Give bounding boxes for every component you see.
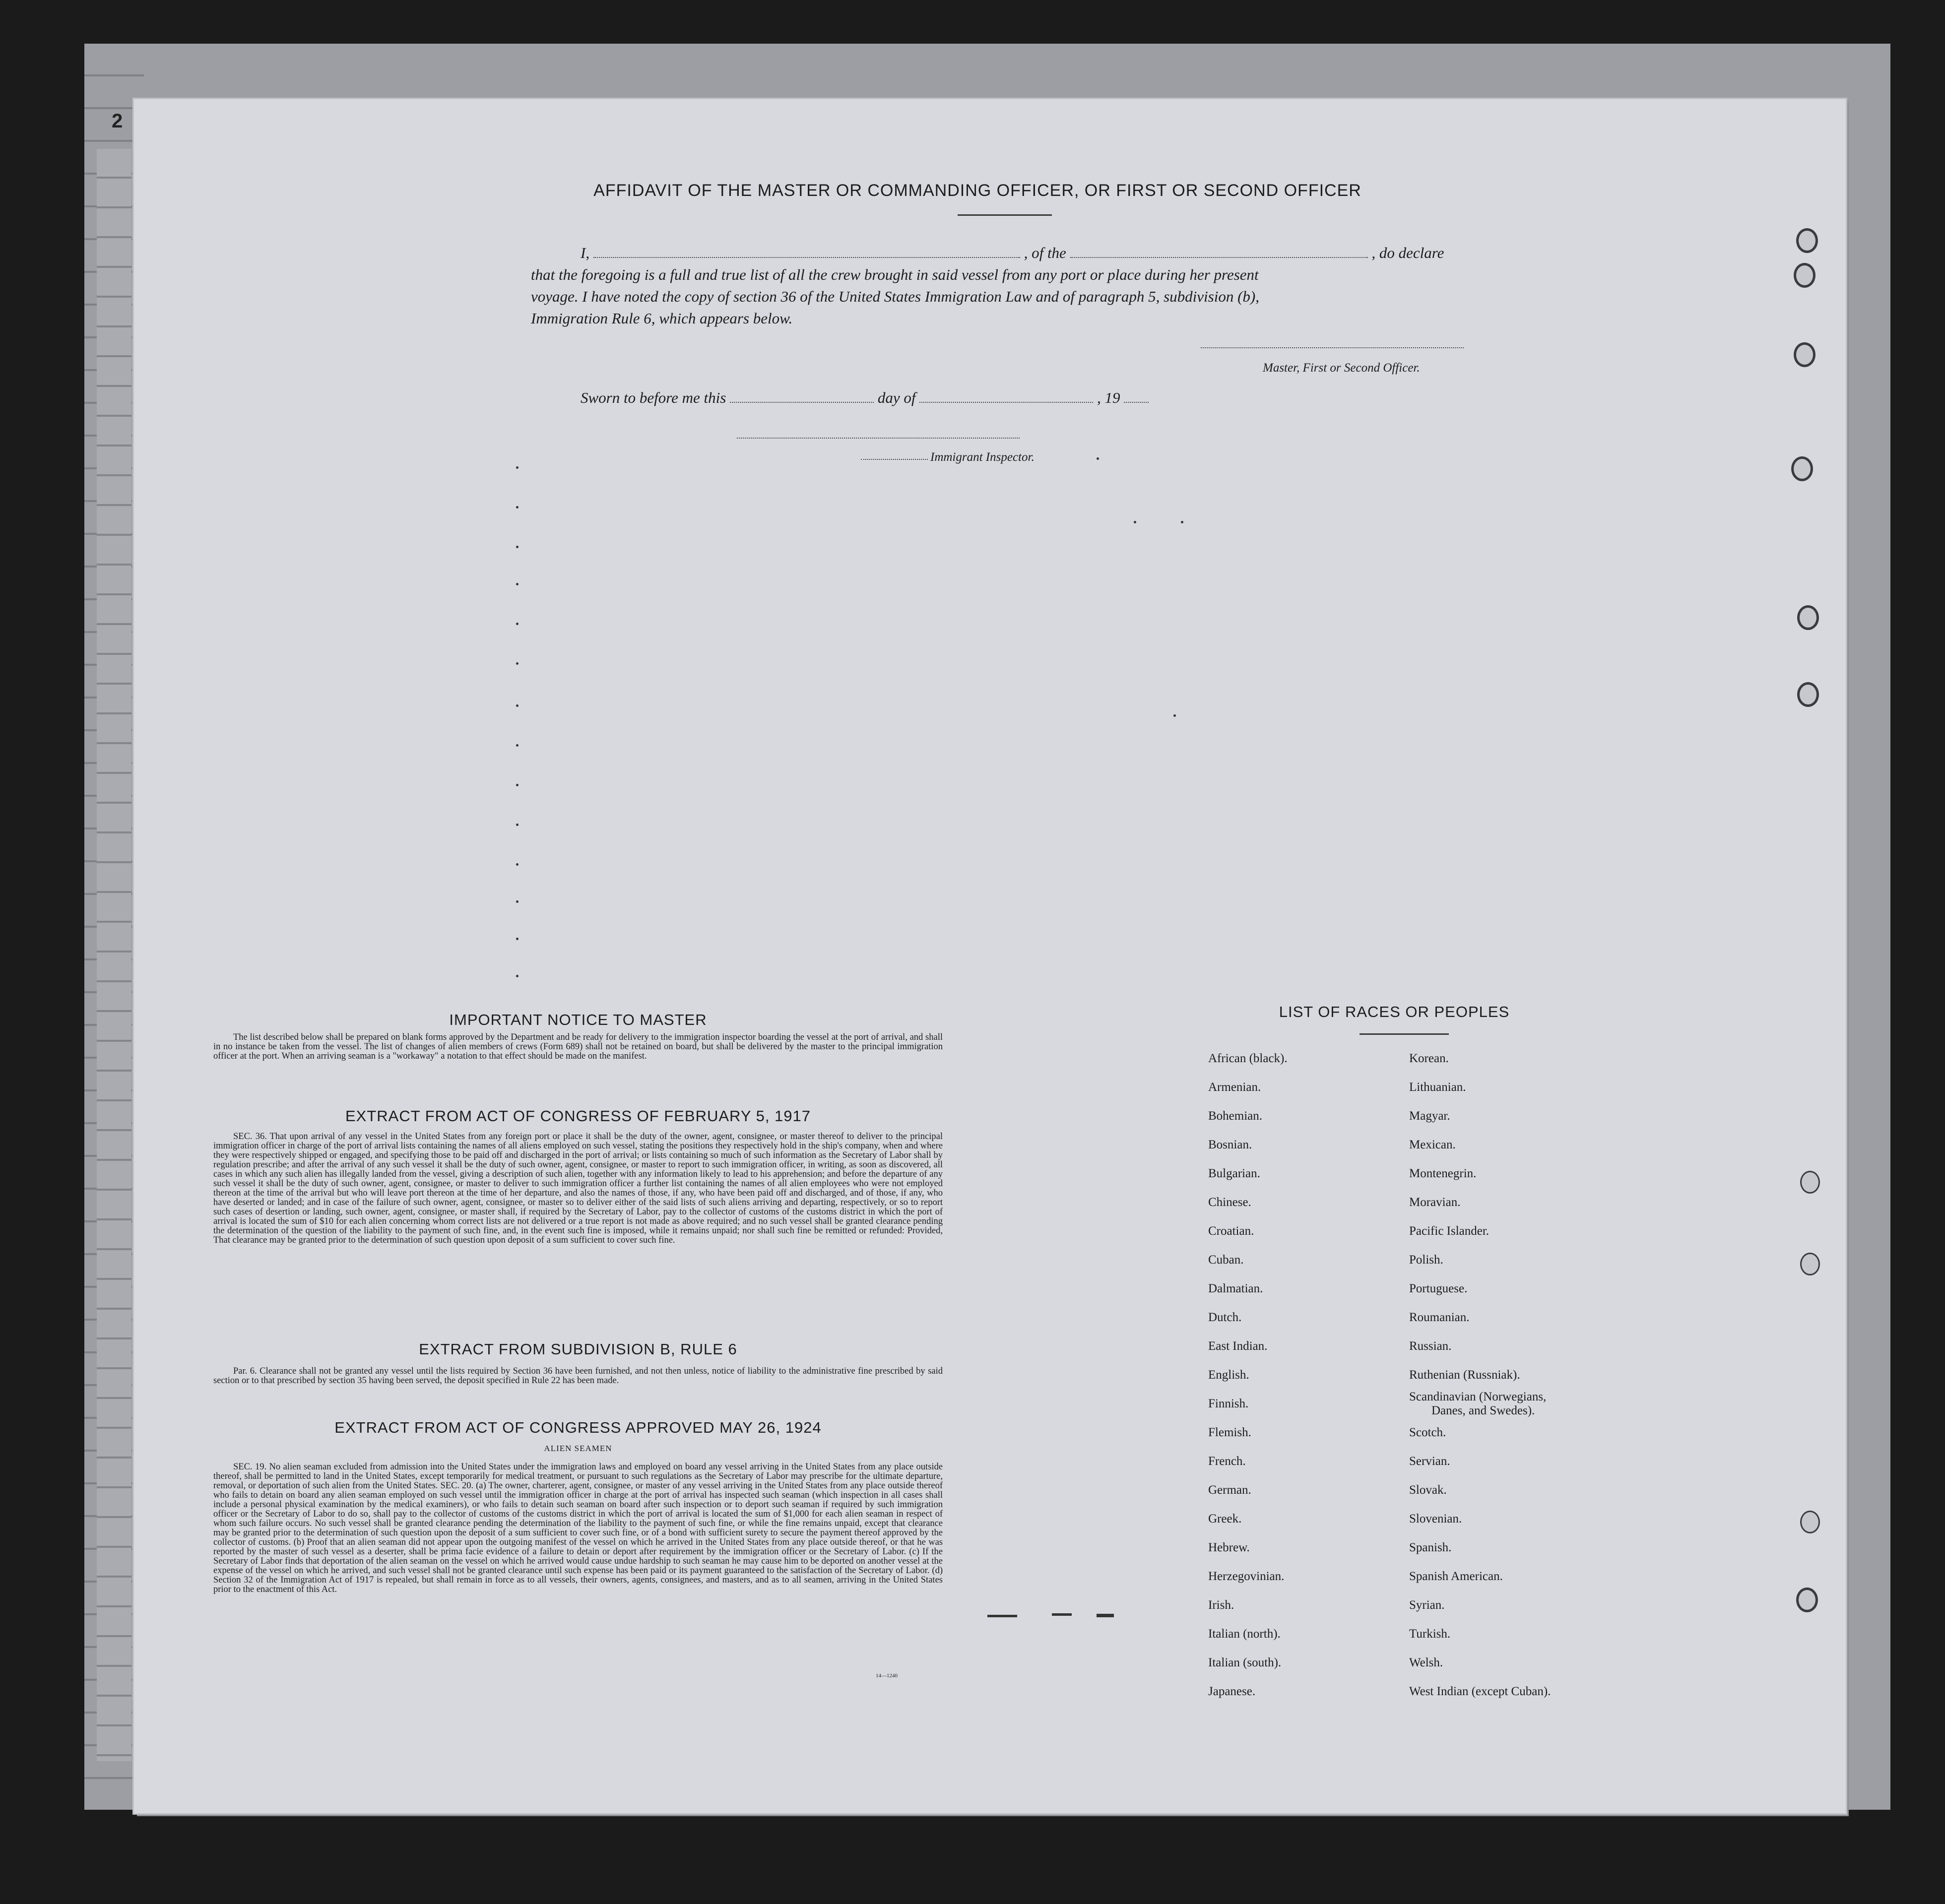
race-item: Slovenian. xyxy=(1409,1512,1462,1525)
race-item: Ruthenian (Russniak). xyxy=(1409,1368,1520,1382)
form-number: 14—1240 xyxy=(876,1673,898,1679)
race-item: Italian (north). xyxy=(1208,1627,1281,1641)
sworn-line xyxy=(531,387,1484,409)
speck xyxy=(516,900,519,903)
vessel-blank xyxy=(1070,257,1368,258)
year-blank xyxy=(1124,402,1149,403)
extract-1924-heading: EXTRACT FROM ACT OF CONGRESS APPROVED MAY 26, 1924 xyxy=(334,1419,822,1436)
notice-text: The list described below shall be prepared on blank forms approved by the Department and be ready for delivery to the immigration inspector boarding the vessel at the port of arrival, and shall in no instance be taken from the vessel. The list of changes of alien members of crews (Form 689) shall not be retained on board, but shall be delivered by the master to the principal immigration officer at the port. When an arriving seaman is a "workaway" a notation to that effect should be made on the manifest. xyxy=(213,1032,943,1061)
punch-hole xyxy=(1796,1587,1818,1612)
speck xyxy=(1097,457,1099,460)
extract-1917-text: SEC. 36. That upon arrival of any vessel in the United States from any foreign port or place it shall be the duty of the owner, agent, consignee, or master thereof to deliver to the principal immigration officer in charge of the port of arrival lists containing the names of all aliens employed on such vessel, stating the positions they respectively hold in the ship's company, when and where they were respectively shipped or engaged, and specifying those to be paid off and discharged in the port of arrival; or lists containing so much of such information as the Secretary of Labor shall by regulation prescribe; and after the arrival of any such vessel it shall be the duty of such owner, agent, consignee, or master to report to such immigration officer, in writing, as soon as discovered, all cases in which any such alien has illegally landed from the vessel, giving a description of such alien, together with any information likely to lead to his apprehension; and before the departure of any such vessel it shall be the duty of such owner, agent, consignee, or master to deliver to such immigration officer a further list containing the names of all alien employees who were not employed thereon at the time of the arrival but who will leave port thereon at the time of her departure, and also the names of those, if any, who have been paid off and discharged, and of those, if any, who have deserted or landed; and in case of the failure of such owner, agent, consignee, or master so to deliver either of the said lists of such aliens arriving and departing, respectively, or so to report such cases of desertion or landing, such owner, agent, consignee, or master shall, if required by the Secretary of Labor, pay to the collector of customs of the customs district in which the port of arrival is located the sum of $10 for each alien concerning whom correct lists are not delivered or a true report is not made as above required; and no such vessel shall be granted clearance pending the determination of the question of the liability to the payment of such fine, and, in the event such fine is imposed, while it remains unpaid; nor shall such fine be remitted or refunded: Provided, That clearance may be granted prior to the determination of such question upon deposit of a sum sufficient to cover such fine. xyxy=(213,1132,943,1245)
race-item: Welsh. xyxy=(1409,1656,1443,1669)
race-item: Slovak. xyxy=(1409,1483,1447,1497)
race-item: Turkish. xyxy=(1409,1627,1451,1641)
speck xyxy=(1134,521,1136,523)
race-item: Dutch. xyxy=(1208,1311,1242,1324)
speck xyxy=(516,662,519,665)
race-item-continuation: Danes, and Swedes). xyxy=(1431,1404,1535,1417)
race-item: West Indian (except Cuban). xyxy=(1409,1685,1551,1698)
race-item: Polish. xyxy=(1409,1253,1443,1267)
race-item: Japanese. xyxy=(1208,1685,1256,1698)
speck xyxy=(516,744,519,747)
race-item: Irish. xyxy=(1208,1598,1234,1612)
title-rule xyxy=(958,214,1052,216)
race-item: Roumanian. xyxy=(1409,1311,1470,1324)
punch-hole xyxy=(1800,1171,1820,1194)
race-item: Lithuanian. xyxy=(1409,1080,1466,1094)
affidavit-declare: , do declare xyxy=(1371,244,1444,261)
punch-hole xyxy=(1791,456,1813,481)
speck xyxy=(516,863,519,866)
extract-1924-text: SEC. 19. No alien seaman excluded from admission into the United States under the immigration laws and employed on board any vessel arriving in the United States from any place outside thereof, shall be permitted to land in the United States, except temporarily for medical treatment, or pursuant to such regulations as the Secretary of Labor may prescribe for the ultimate departure, removal, or deportation of such alien from the United States. SEC. 20. (a) The owner, charterer, agent, consignee, or master of any vessel arriving in the United States from any place outside thereof who fails to detain on board any alien seaman employed on such vessel until the immigration officer in charge at the port of arrival has inspected such seaman (which inspection in all cases shall include a personal physical examination by the medical examiners), or who fails to detain such seaman on board after such inspection or to deport such seaman if required by such immigration officer or the Secretary of Labor to do so, shall pay to the collector of customs of the customs district in which the port of arrival is located the sum of $1,000 for each alien seaman in respect of whom such failure occurs. No such vessel shall be granted clearance pending the determination of the liability to the payment of such fine, or while the fine remains unpaid, except that clearance may be granted prior to the determination of such question upon the deposit of a sum sufficient to cover such fine, or of a bond with sufficient surety to secure the payment thereof approved by the collector of customs. (b) Proof that an alien seaman did not appear upon the outgoing manifest of the vessel on which he arrived in the United States from any place outside thereof, or that he was reported by the master of such vessel as a deserter, shall be prima facie evidence of a failure to detain or deport after requirement by the immigration officer or the Secretary of Labor. (c) If the Secretary of Labor finds that deportation of the alien seaman on the vessel on which he arrived would cause undue hardship to such seaman he may cause him to be deported on another vessel at the expense of the vessel on which he arrived, and such vessel shall not be granted clearance until such expense has been paid or its payment guaranteed to the satisfaction of the Secretary of Labor. (d) Section 32 of the Immigration Act of 1917 is repealed, but shall remain in force as to all vessels, their owners, agents, consignees, and masters, and as to all seamen, arriving in the United States prior to the enactment of this Act. xyxy=(213,1462,943,1594)
race-item: Montenegrin. xyxy=(1409,1167,1477,1180)
race-item: Dalmatian. xyxy=(1208,1282,1263,1295)
speck xyxy=(516,704,519,707)
race-item: Mexican. xyxy=(1409,1138,1456,1151)
race-item: Moravian. xyxy=(1409,1196,1461,1209)
speck xyxy=(516,546,519,548)
speck xyxy=(516,784,519,786)
affidavit-i: I, xyxy=(581,244,590,261)
race-item: Armenian. xyxy=(1208,1080,1261,1094)
races-heading: LIST OF RACES OR PEOPLES xyxy=(1279,1003,1510,1020)
races-rule xyxy=(1360,1033,1449,1035)
speck xyxy=(516,824,519,826)
punch-hole xyxy=(1796,228,1818,253)
race-item: Chinese. xyxy=(1208,1196,1251,1209)
race-item: Korean. xyxy=(1409,1052,1449,1065)
race-item: Syrian. xyxy=(1409,1598,1445,1612)
ink-mark xyxy=(987,1615,1017,1617)
race-item: Herzegovinian. xyxy=(1208,1570,1285,1583)
speck xyxy=(1181,521,1183,523)
race-item: Scandinavian (Norwegians, xyxy=(1409,1390,1547,1403)
affidavit-line-3: voyage. I have noted the copy of section 36 of the United States Immigration Law and of paragraph 5, subdivision (b), xyxy=(531,288,1259,305)
race-item: Bosnian. xyxy=(1208,1138,1252,1151)
race-item: French. xyxy=(1208,1455,1246,1468)
inspector-name-blank xyxy=(861,459,928,460)
race-item: Hebrew. xyxy=(1208,1541,1250,1554)
speck xyxy=(516,583,519,585)
extract-1917-heading: EXTRACT FROM ACT OF CONGRESS OF FEBRUARY 5, 1917 xyxy=(345,1107,811,1125)
punch-hole xyxy=(1797,605,1819,630)
inspector-signature-blank xyxy=(737,438,1020,439)
speck xyxy=(516,938,519,940)
sworn-prefix: Sworn to before me this xyxy=(581,389,726,406)
signature-blank xyxy=(1201,347,1464,348)
extract-rule6-text: Par. 6. Clearance shall not be granted any vessel until the lists required by Section 36 have been furnished, and not then unless, notice of liability to the administrative fine prescribed by said section or to that prescribed by section 35 having been served, the deposit specified in Rule 22 has been made. xyxy=(213,1366,943,1386)
race-item: Croatian. xyxy=(1208,1224,1254,1238)
race-item: Pacific Islander. xyxy=(1409,1224,1490,1238)
name-blank xyxy=(593,257,1020,258)
race-item: Russian. xyxy=(1409,1339,1452,1353)
race-item: African (black). xyxy=(1208,1052,1288,1065)
race-item: German. xyxy=(1208,1483,1251,1497)
affidavit-line-2: that the foregoing is a full and true list of all the crew brought in said vessel from any port or place during her present xyxy=(531,266,1259,283)
race-item: Scotch. xyxy=(1409,1426,1446,1439)
punch-hole xyxy=(1797,682,1819,707)
punch-hole xyxy=(1794,342,1815,367)
punch-hole xyxy=(1800,1253,1820,1275)
race-item: Finnish. xyxy=(1208,1397,1249,1410)
race-item: Bohemian. xyxy=(1208,1109,1263,1123)
affidavit-line-1 xyxy=(531,242,1484,264)
speck xyxy=(516,975,519,977)
inspector-label: Immigrant Inspector. xyxy=(930,450,1035,464)
sworn-year: , 19 xyxy=(1097,389,1120,406)
signature-label: Master, First or Second Officer. xyxy=(1263,361,1420,375)
speck xyxy=(1173,714,1176,717)
notice-heading: IMPORTANT NOTICE TO MASTER xyxy=(449,1011,707,1028)
ink-mark xyxy=(1097,1614,1114,1617)
extract-rule6-heading: EXTRACT FROM SUBDIVISION B, RULE 6 xyxy=(419,1340,737,1358)
sworn-day-of: day of xyxy=(877,389,916,406)
race-item: Portuguese. xyxy=(1409,1282,1468,1295)
race-item: Spanish American. xyxy=(1409,1570,1503,1583)
race-item: Greek. xyxy=(1208,1512,1242,1525)
alien-seamen-subheading: ALIEN SEAMEN xyxy=(544,1444,612,1453)
race-item: Cuban. xyxy=(1208,1253,1244,1267)
race-item: Flemish. xyxy=(1208,1426,1251,1439)
race-item: Spanish. xyxy=(1409,1541,1452,1554)
race-item: Italian (south). xyxy=(1208,1656,1282,1669)
punch-hole xyxy=(1800,1511,1820,1533)
speck xyxy=(516,506,519,508)
ink-mark xyxy=(1052,1613,1072,1616)
month-blank xyxy=(919,402,1093,403)
race-item: Servian. xyxy=(1409,1455,1450,1468)
affidavit-line-4: Immigration Rule 6, which appears below. xyxy=(531,310,793,327)
page-number: 2 xyxy=(112,110,123,132)
affidavit-title: AFFIDAVIT OF THE MASTER OR COMMANDING OFFICER, OR FIRST OR SECOND OFFICER xyxy=(593,181,1362,200)
race-item: East Indian. xyxy=(1208,1339,1268,1353)
punch-hole xyxy=(1794,263,1815,288)
race-item: Bulgarian. xyxy=(1208,1167,1260,1180)
race-item: Magyar. xyxy=(1409,1109,1450,1123)
race-item: English. xyxy=(1208,1368,1249,1382)
ledger-edge xyxy=(97,149,131,1761)
day-blank xyxy=(730,402,874,403)
speck xyxy=(516,623,519,625)
speck xyxy=(516,466,519,469)
affidavit-of-the: , of the xyxy=(1024,244,1066,261)
